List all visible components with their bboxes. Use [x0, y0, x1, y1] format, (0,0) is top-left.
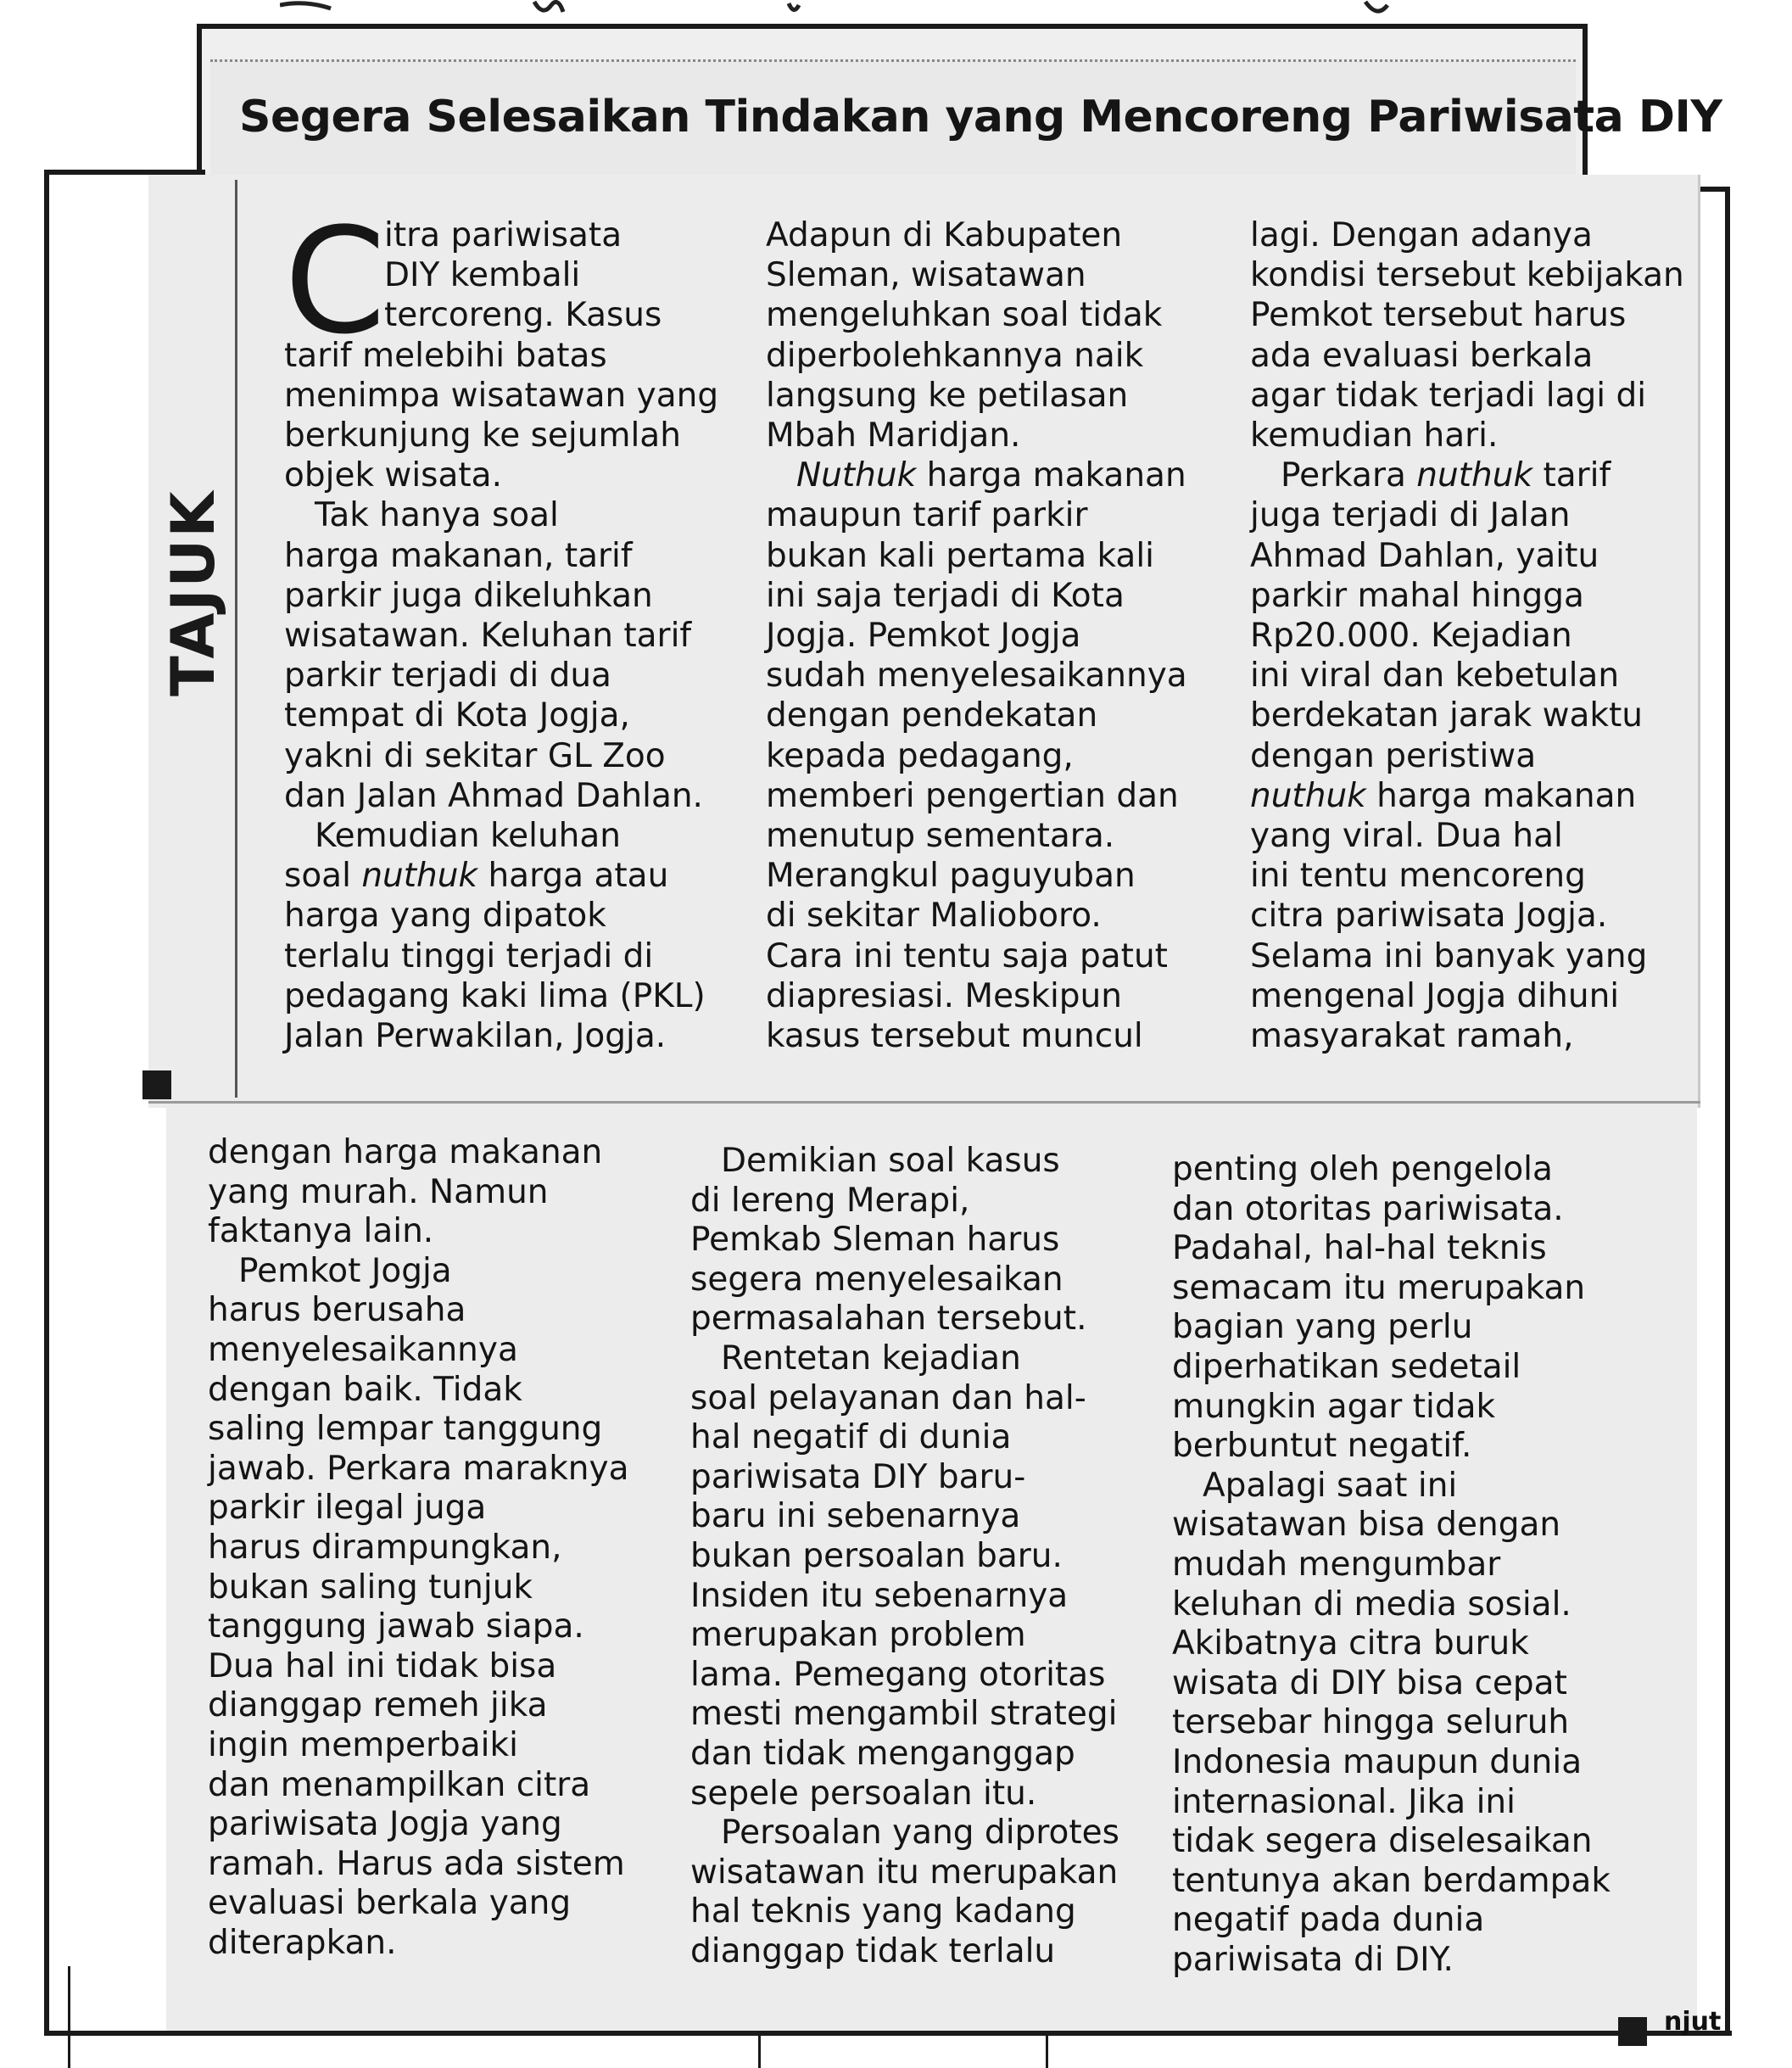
text-line: ramah. Harus ada sistem: [208, 1844, 625, 1883]
text-line: Dua hal ini tidak bisa: [208, 1646, 557, 1685]
text-line: tercoreng. Kasus: [384, 296, 662, 335]
text-line: nuthuk harga makanan: [1250, 776, 1637, 815]
text-line: keluhan di media sosial.: [1172, 1585, 1571, 1624]
text-line: Sleman, wisatawan: [766, 256, 1086, 295]
text-line: Perkara nuthuk tarif: [1281, 456, 1611, 495]
continued-label: njut: [1664, 2007, 1722, 2037]
text-line: diapresiasi. Meskipun: [766, 976, 1122, 1015]
text-line: semacam itu merupakan: [1172, 1268, 1586, 1307]
text-line: parkir ilegal juga: [208, 1489, 487, 1528]
text-line: soal nuthuk harga atau: [284, 857, 669, 896]
text-line: berkunjung ke sejumlah: [284, 416, 681, 456]
form-line: [758, 2032, 761, 2068]
text-line: wisata di DIY bisa cepat: [1172, 1663, 1567, 1702]
section-label: TAJUK: [159, 489, 228, 696]
text-line: Persoalan yang diprotes: [721, 1814, 1119, 1853]
text-line: tarif melebihi batas: [284, 336, 607, 375]
text-line: segera menyelesaikan: [690, 1260, 1063, 1299]
text-line: hal teknis yang kadang: [690, 1892, 1076, 1931]
text-line: Nuthuk harga makanan: [796, 456, 1186, 495]
frame-edge: [1725, 187, 1730, 2036]
text-line: kemudian hari.: [1250, 416, 1499, 456]
article-headline: Segera Selesaikan Tindakan yang Mencoreng Pariwisata DIY: [239, 92, 1722, 143]
text-line: Tak hanya soal: [315, 496, 559, 535]
text-line: lama. Pemegang otoritas: [690, 1655, 1106, 1694]
text-line: Apalagi saat ini: [1203, 1466, 1458, 1505]
text-line: saling lempar tanggung: [208, 1410, 603, 1449]
text-line: dengan baik. Tidak: [208, 1370, 522, 1409]
form-line: [1046, 2032, 1048, 2068]
text-line: Kemudian keluhan: [315, 817, 622, 856]
text-line: dan Jalan Ahmad Dahlan.: [284, 776, 703, 815]
text-line: wisatawan bisa dengan: [1172, 1506, 1561, 1545]
text-line: diterapkan.: [208, 1923, 397, 1962]
text-line: Pemkot tersebut harus: [1250, 296, 1627, 335]
text-line: dengan pendekatan: [766, 696, 1098, 735]
text-line: Rp20.000. Kejadian: [1250, 617, 1572, 656]
text-line: ini saja terjadi di Kota: [766, 576, 1125, 615]
text-line: di sekitar Malioboro.: [766, 897, 1102, 936]
text-line: mesti mengambil strategi: [690, 1695, 1118, 1734]
text-line: pedagang kaki lima (PKL): [284, 976, 706, 1015]
text-line: parkir juga dikeluhkan: [284, 576, 653, 615]
text-line: dan otoritas pariwisata.: [1172, 1189, 1564, 1228]
text-line: ada evaluasi berkala: [1250, 336, 1594, 375]
text-line: pariwisata DIY baru-: [690, 1457, 1026, 1496]
text-line: mudah mengumbar: [1172, 1545, 1501, 1584]
text-line: lagi. Dengan adanya: [1250, 216, 1593, 254]
text-line: mengeluhkan soal tidak: [766, 296, 1163, 335]
text-line: Pemkot Jogja: [238, 1251, 452, 1290]
text-line: bagian yang perlu: [1172, 1308, 1473, 1347]
text-line: wisatawan itu merupakan: [690, 1853, 1119, 1892]
text-line: itra pariwisata: [384, 216, 622, 254]
text-line: diperhatikan sedetail: [1172, 1347, 1521, 1386]
text-line: dianggap tidak terlalu: [690, 1931, 1056, 1970]
lower-column-1: [208, 1133, 666, 1963]
text-line: dan tidak menganggap: [690, 1734, 1075, 1773]
text-line: evaluasi berkala yang: [208, 1884, 572, 1923]
text-line: hal negatif di dunia: [690, 1418, 1012, 1457]
text-line: Padahal, hal-hal teknis: [1172, 1229, 1547, 1268]
text-line: Mbah Maridjan.: [766, 416, 1021, 456]
text-line: pariwisata Jogja yang: [208, 1805, 562, 1844]
text-line: Indonesia maupun dunia: [1172, 1742, 1583, 1781]
clipping-divider: [148, 1101, 1700, 1104]
text-line: Merangkul paguyuban: [766, 857, 1136, 896]
text-line: bukan saling tunjuk: [208, 1568, 533, 1607]
text-line: Demikian soal kasus: [721, 1142, 1060, 1180]
text-line: citra pariwisata Jogja.: [1250, 897, 1608, 936]
text-line: objek wisata.: [284, 456, 502, 495]
text-line: dengan peristiwa: [1250, 736, 1537, 775]
text-line: DIY kembali: [384, 256, 581, 295]
lower-column-3: [1172, 1150, 1630, 1980]
text-line: penting oleh pengelola: [1172, 1150, 1553, 1188]
text-line: tempat di Kota Jogja,: [284, 696, 630, 735]
upper-column-3: [1250, 215, 1695, 1056]
text-line: menyelesaikannya: [208, 1330, 518, 1369]
text-line: pariwisata di DIY.: [1172, 1940, 1454, 1979]
text-line: harga yang dipatok: [284, 897, 606, 936]
text-line: tentunya akan berdampak: [1172, 1861, 1611, 1900]
handwriting-scribble: [280, 0, 1399, 20]
upper-column-2: [766, 215, 1241, 1056]
text-line: harus berusaha: [208, 1291, 466, 1330]
text-line: parkir terjadi di dua: [284, 657, 611, 696]
text-line: soal pelayanan dan hal-: [690, 1378, 1086, 1417]
text-line: menutup sementara.: [766, 817, 1115, 856]
text-line: Selama ini banyak yang: [1250, 936, 1648, 975]
text-line: dianggap remeh jika: [208, 1686, 548, 1725]
text-line: diperbolehkannya naik: [766, 336, 1144, 375]
text-line: kasus tersebut muncul: [766, 1017, 1143, 1056]
text-line: Cara ini tentu saja patut: [766, 936, 1168, 975]
text-line: Insiden itu sebenarnya: [690, 1576, 1069, 1615]
form-line: [64, 2032, 1730, 2034]
text-line: kepada pedagang,: [766, 736, 1074, 775]
text-line: dengan harga makanan: [208, 1133, 603, 1171]
text-line: negatif pada dunia: [1172, 1901, 1485, 1940]
text-line: wisatawan. Keluhan tarif: [284, 617, 692, 656]
text-line: permasalahan tersebut.: [690, 1299, 1087, 1339]
text-line: memberi pengertian dan: [766, 776, 1179, 815]
text-line: langsung ke petilasan: [766, 376, 1129, 415]
text-line: mungkin agar tidak: [1172, 1387, 1496, 1426]
text-line: Jogja. Pemkot Jogja: [766, 617, 1081, 656]
text-line: yakni di sekitar GL Zoo: [284, 736, 666, 775]
text-line: berdekatan jarak waktu: [1250, 696, 1643, 735]
text-line: Rentetan kejadian: [721, 1339, 1021, 1378]
text-line: baru ini sebenarnya: [690, 1497, 1021, 1536]
text-line: dan menampilkan citra: [208, 1765, 591, 1804]
text-line: bukan persoalan baru.: [690, 1536, 1063, 1575]
corner-marker: [142, 1070, 171, 1099]
text-line: merupakan problem: [690, 1616, 1026, 1655]
text-line: parkir mahal hingga: [1250, 576, 1584, 615]
text-line: maupun tarif parkir: [766, 496, 1088, 535]
upper-column-1: [284, 196, 746, 1056]
form-line: [68, 1966, 70, 2068]
text-line: harus dirampungkan,: [208, 1528, 562, 1567]
text-line: tidak segera diselesaikan: [1172, 1822, 1593, 1861]
text-line: Akibatnya citra buruk: [1172, 1624, 1529, 1663]
text-line: terlalu tinggi terjadi di: [284, 936, 654, 975]
text-line: di lereng Merapi,: [690, 1181, 970, 1220]
text-line: menimpa wisatawan yang: [284, 376, 719, 415]
text-line: kondisi tersebut kebijakan: [1250, 256, 1684, 295]
text-line: sudah menyelesaikannya: [766, 657, 1187, 696]
text-line: Adapun di Kabupaten: [766, 216, 1123, 254]
text-line: ini viral dan kebetulan: [1250, 657, 1620, 696]
text-line: berbuntut negatif.: [1172, 1427, 1472, 1466]
text-line: yang murah. Namun: [208, 1172, 549, 1211]
text-line: juga terjadi di Jalan: [1250, 496, 1571, 535]
text-line: agar tidak terjadi lagi di: [1250, 376, 1647, 415]
text-line: masyarakat ramah,: [1250, 1017, 1574, 1056]
text-line: Jalan Perwakilan, Jogja.: [284, 1017, 667, 1056]
text-line: ingin memperbaiki: [208, 1725, 518, 1764]
text-line: sepele persoalan itu.: [690, 1774, 1037, 1813]
drop-cap: C: [284, 196, 387, 366]
text-line: harga makanan, tarif: [284, 536, 633, 575]
text-line: tanggung jawab siapa.: [208, 1607, 584, 1646]
text-line: bukan kali pertama kali: [766, 536, 1154, 575]
lower-column-2: [690, 1142, 1153, 1971]
text-line: Pemkab Sleman harus: [690, 1221, 1060, 1260]
text-line: ini tentu mencoreng: [1250, 857, 1586, 896]
text-line: yang viral. Dua hal: [1250, 817, 1563, 856]
text-line: tersebar hingga seluruh: [1172, 1703, 1570, 1742]
text-line: mengenal Jogja dihuni: [1250, 976, 1620, 1015]
text-line: jawab. Perkara maraknya: [208, 1449, 629, 1488]
text-line: internasional. Jika ini: [1172, 1782, 1516, 1821]
text-line: Ahmad Dahlan, yaitu: [1250, 536, 1599, 575]
text-line: faktanya lain.: [208, 1212, 434, 1251]
